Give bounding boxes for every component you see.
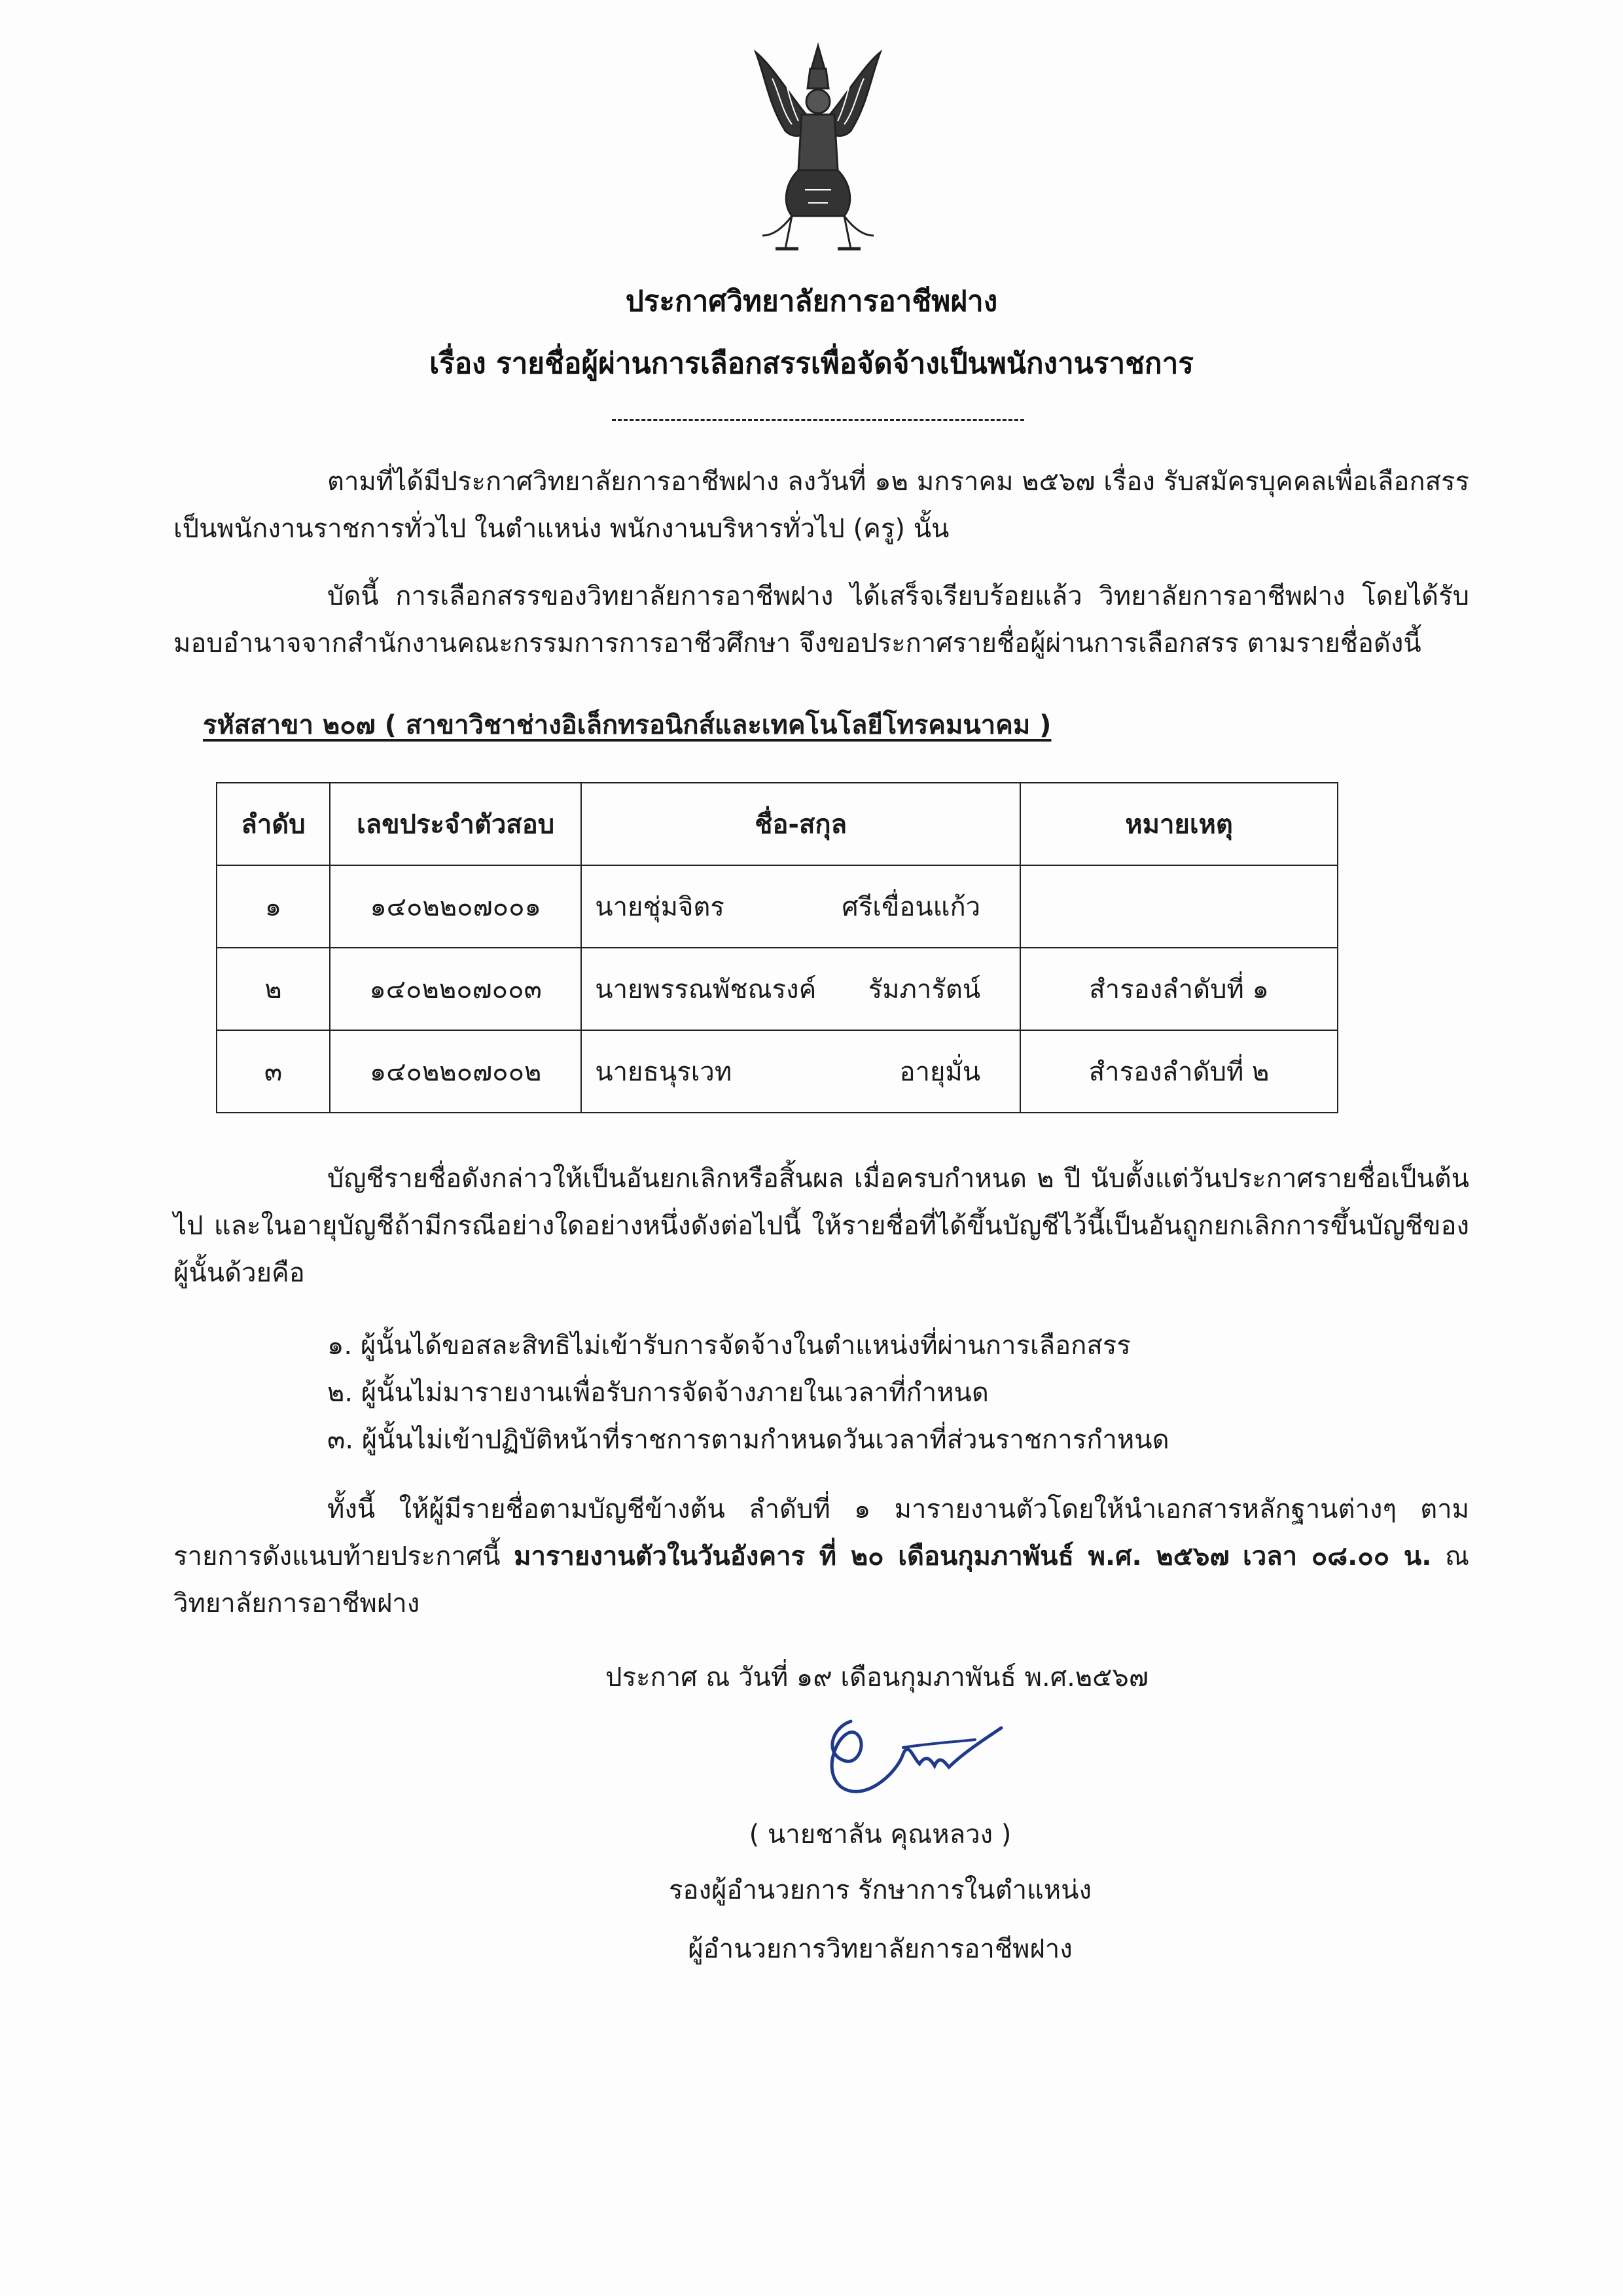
announcement-date: ประกาศ ณ วันที่ ๑๙ เดือนกุมภาพันธ์ พ.ศ.๒๕๖๗ (605, 1662, 1149, 1693)
announcement-title: ประกาศวิทยาลัยการอาชีพฝาง (625, 285, 998, 318)
table-row (217, 948, 1338, 1030)
section-heading: รหัสสาขา ๒๐๗ ( สาขาวิชาช่างอิเล็กทรอนิกส์และเทคโนโลยีโทรคมนาคม ) (203, 710, 1052, 740)
list-item: ๒. ผู้นั้นไม่มารายงานเพื่อรับการจัดจ้างภายในเวลาที่กำหนด (327, 1378, 989, 1408)
candidate-table (216, 782, 1338, 1113)
cell-order: ๒ (217, 948, 330, 1030)
cell-remark: สำรองลำดับที่ ๑ (1020, 948, 1338, 1030)
table-row (217, 865, 1338, 948)
paragraph-validity: บัญชีรายชื่อดังกล่าวให้เป็นอันยกเลิกหรือสิ้นผล เมื่อครบกำหนด ๒ ปี นับตั้งแต่วันประกาศรายชื่อเป็นต้นไป และในอายุบัญชีถ้ามีกรณีอย่างใดอย่างหนึ่งดังต่อไปนี้ ให้รายชื่อที่ได้ขึ้นบัญชีไว้นี้เป็นอันถูกยกเลิกการขึ้นบัญชีของผู้นั้นด้วยคือ (173, 1164, 1469, 1288)
signer-position: รองผู้อำนวยการ รักษาการในตำแหน่ง (668, 1875, 1092, 1905)
cell-name (581, 865, 1020, 948)
signer-name: ( นายชาลัน คุณหลวง ) (749, 1820, 1012, 1850)
list-item: ๑. ผู้นั้นได้ขอสละสิทธิไม่เข้ารับการจัดจ้างในตำแหน่งที่ผ่านการเลือกสรร (327, 1331, 1131, 1361)
title-divider (612, 419, 1024, 421)
cell-order: ๓ (217, 1030, 330, 1113)
report-time: เวลา ๐๘.๐๐ น. (1243, 1541, 1432, 1571)
paragraph-result: บัดนี้ การเลือกสรรของวิทยาลัยการอาชีพฝาง ได้เสร็จเรียบร้อยแล้ว วิทยาลัยการอาชีพฝาง โดยได้รับมอบอำนาจจากสำนักงานคณะกรรมการการอาชีวศึกษา จึงขอประกาศรายชื่อผู้ผ่านการเลือกสรร ตามรายชื่อดังนี้ (173, 581, 1469, 658)
cell-exam-id: ๑๔๐๒๒๐๗๐๐๓ (330, 948, 581, 1030)
cell-remark: สำรองลำดับที่ ๒ (1020, 1030, 1338, 1113)
table-row (217, 1030, 1338, 1113)
list-item: ๓. ผู้นั้นไม่เข้าปฏิบัติหน้าที่ราชการตามกำหนดวันเวลาที่ส่วนราชการกำหนด (327, 1425, 1169, 1455)
cell-exam-id: ๑๔๐๒๒๐๗๐๐๒ (330, 1030, 581, 1113)
report-place: ณ วิทยาลัยการอาชีพฝาง (173, 1541, 1469, 1619)
col-header-name: ชื่อ-สกุล (581, 783, 1020, 865)
cell-name (581, 1030, 1020, 1113)
signer-organization: ผู้อำนวยการวิทยาลัยการอาชีพฝาง (688, 1934, 1073, 1964)
paragraph-report-instructions (173, 1486, 1469, 1627)
cell-last-name: ศรีเขื่อนแก้ว (842, 892, 981, 922)
col-header-order: ลำดับ (217, 783, 330, 865)
cell-name (581, 948, 1020, 1030)
cell-first-name: นายธนุรเวท (595, 1057, 732, 1087)
cell-last-name: รัมภารัตน์ (868, 975, 981, 1005)
cell-order: ๑ (217, 865, 330, 948)
cell-first-name: นายพรรณพัชณรงค์ (595, 975, 817, 1005)
report-date: มารายงานตัวในวันอังคาร ที่ ๒๐ เดือนกุมภาพันธ์ พ.ศ. ๒๕๖๗ (514, 1541, 1230, 1571)
cell-last-name: อายุมั่น (899, 1057, 981, 1087)
announcement-subject: เรื่อง รายชื่อผู้ผ่านการเลือกสรรเพื่อจัดจ้างเป็นพนักงานราชการ (429, 347, 1194, 380)
report-text-start: ทั้งนี้ ให้ผู้มีรายชื่อตามบัญชีข้างต้น ลำดับที่ ๑ มารายงานตัวโดยให้นำเอกสารหลักฐานต่างๆ ตามรายการดังแนบท้ายประกาศนี้ (173, 1494, 1469, 1571)
cell-first-name: นายชุ่มจิตร (595, 892, 724, 922)
cell-remark (1020, 865, 1338, 948)
cancellation-clauses (327, 1322, 1169, 1463)
col-header-remark: หมายเหตุ (1020, 783, 1338, 865)
paragraph-reference: ตามที่ได้มีประกาศวิทยาลัยการอาชีพฝาง ลงวันที่ ๑๒ มกราคม ๒๕๖๗ เรื่อง รับสมัครบุคคลเพื่อเลือกสรรเป็นพนักงานราชการทั่วไป ในตำแหน่ง พนักงานบริหารทั่วไป (ครู) นั้น (173, 467, 1469, 544)
col-header-exam-id: เลขประจำตัวสอบ (330, 783, 581, 865)
cell-exam-id: ๑๔๐๒๒๐๗๐๐๑ (330, 865, 581, 948)
garuda-emblem-icon (746, 39, 890, 275)
table-header-row (217, 783, 1338, 865)
signature-icon (805, 1682, 1021, 1813)
